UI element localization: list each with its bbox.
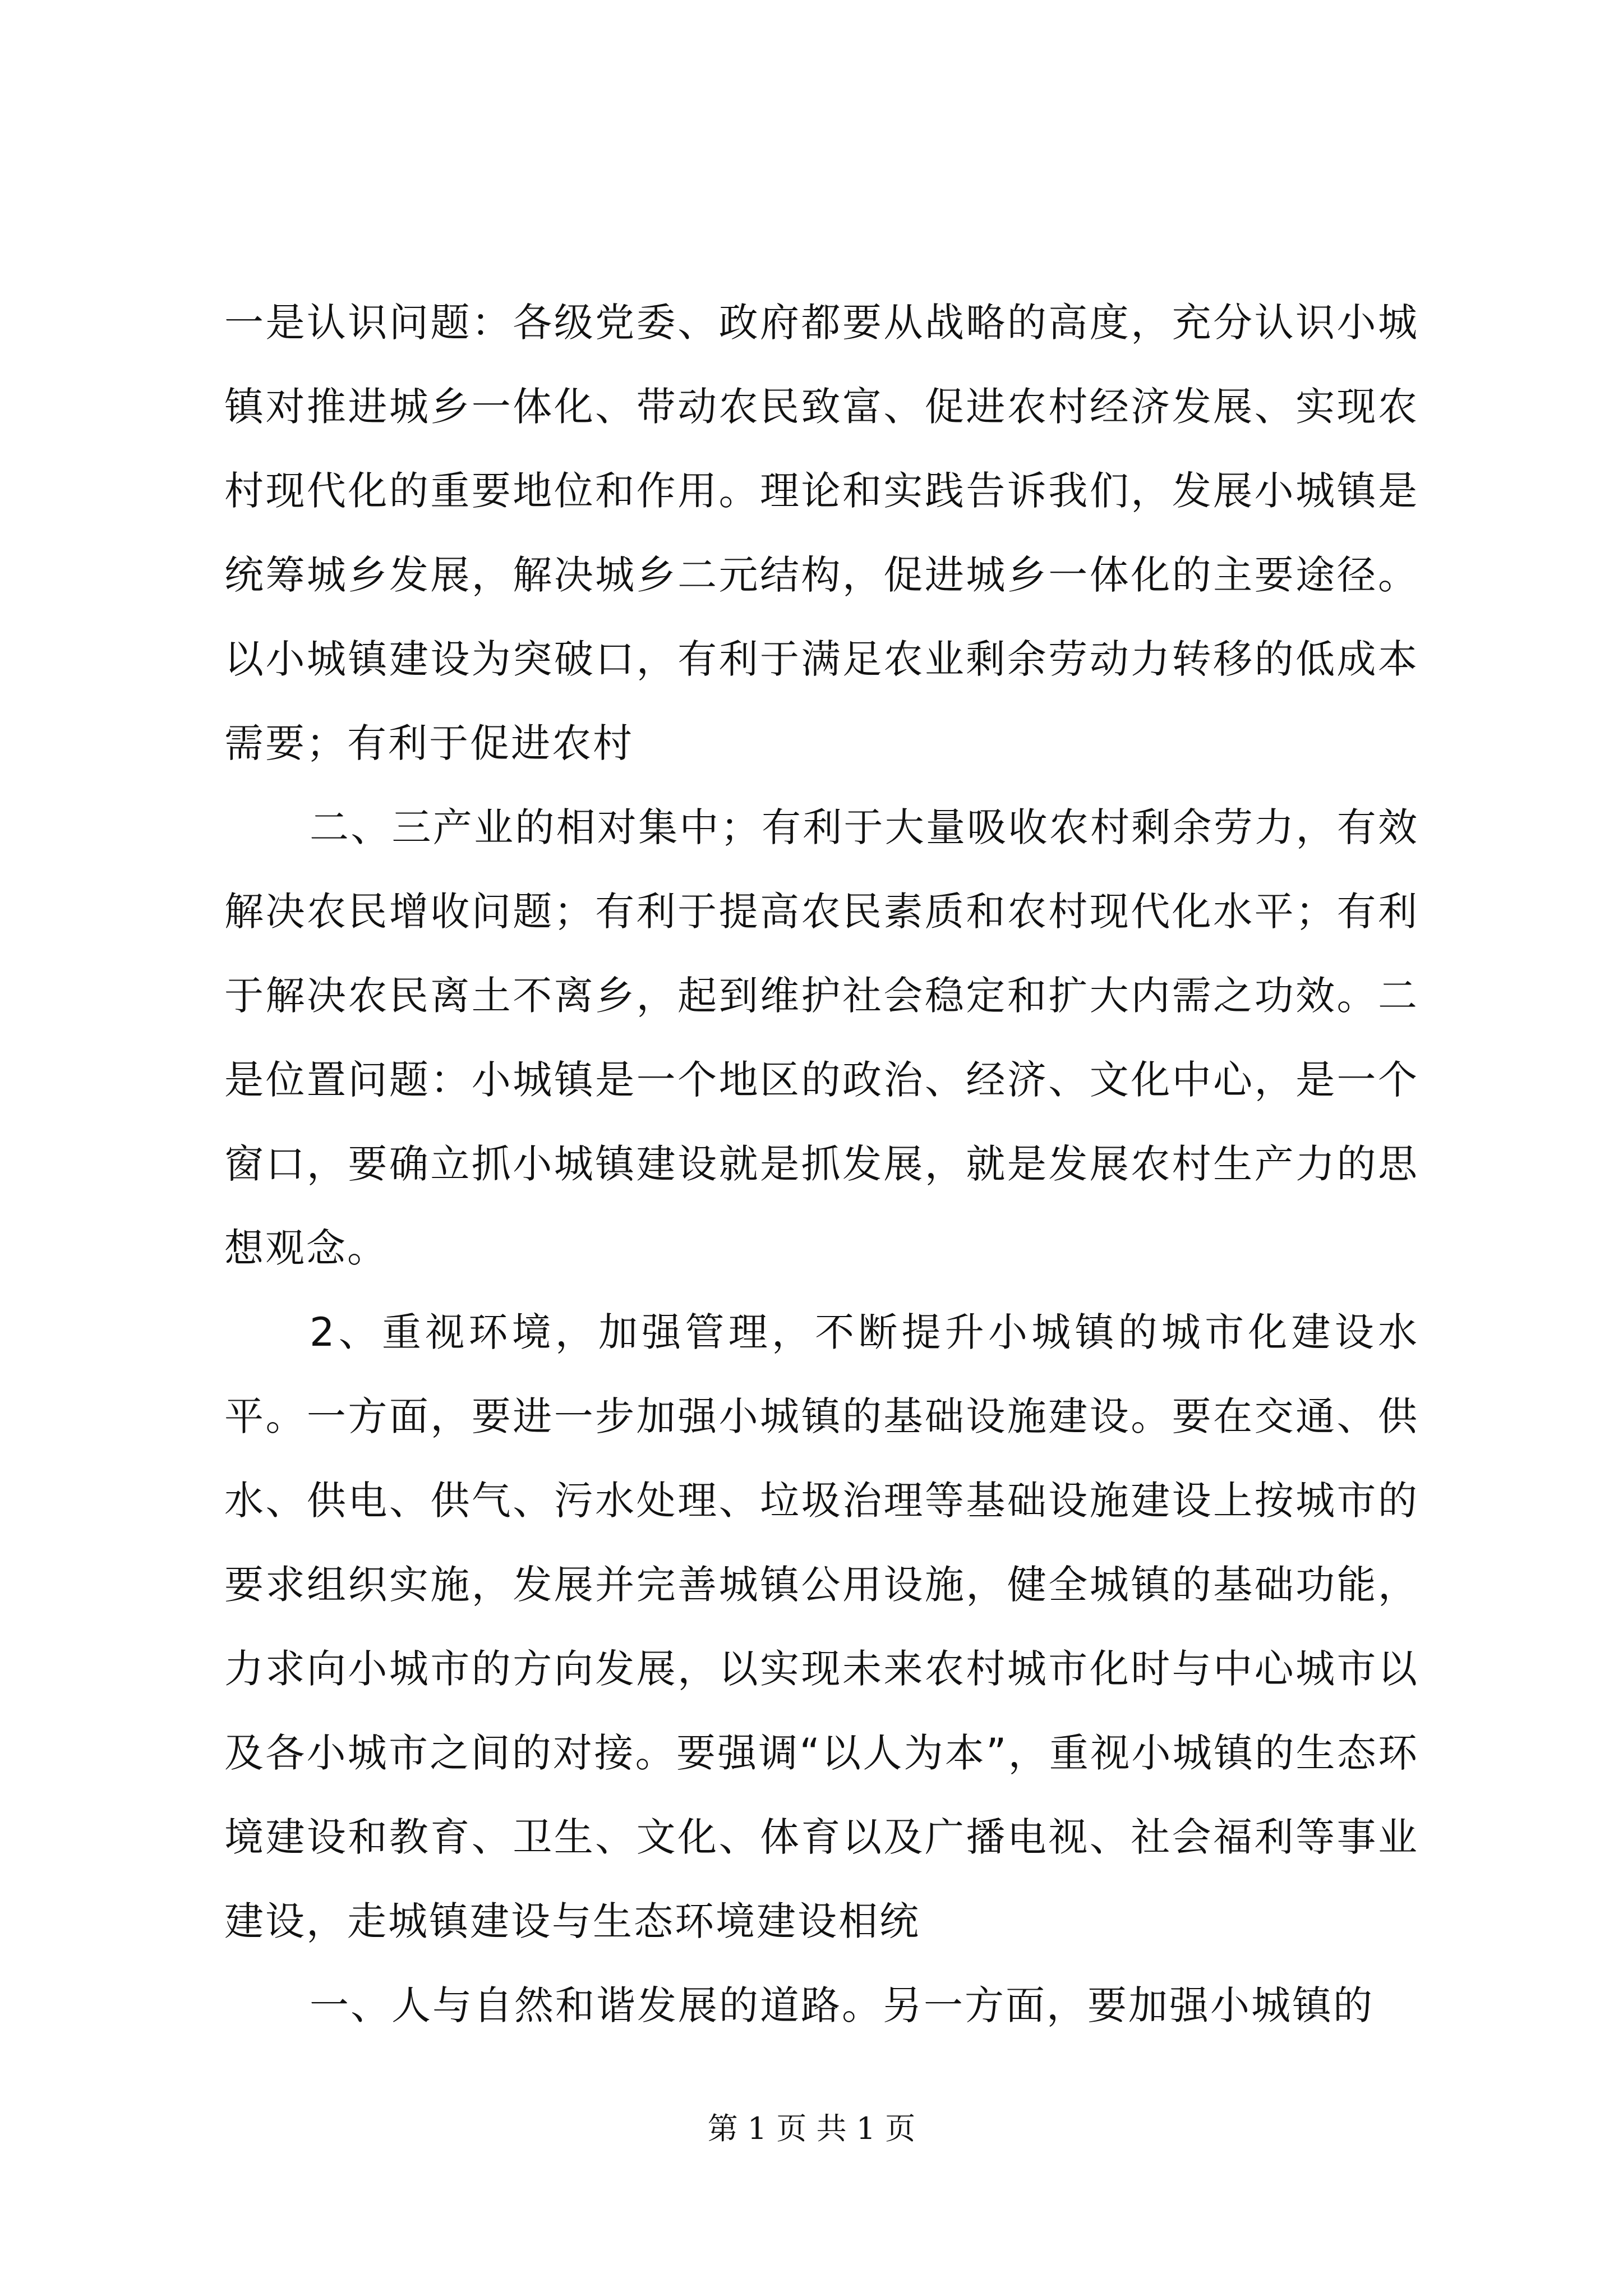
paragraph-3: 2、重视环境，加强管理，不断提升小城镇的城市化建设水平。一方面，要进一步加强小城镇的基础设施建设。要在交通、供水、供电、供气、污水处理、垃圾治理等基础设施建设上按城市的要求组织实施，发展并完善城镇公用设施，健全城镇的基础功能，力求向小城市的方向发展，以实现未来农村城市化时与中心城市以及各小城市之间的对接。要强调“以人为本”，重视小城镇的生态环境建设和教育、卫生、文化、体育以及广播电视、社会福利等事业建设，走城镇建设与生态环境建设相统 [224, 1309, 1419, 1944]
page-footer: 第 1 页 共 1 页 [707, 2111, 916, 2146]
paragraph-4: 一、人与自然和谐发展的道路。另一方面，要加强小城镇的 [310, 1982, 1374, 2028]
paragraph-2: 二、三产业的相对集中；有利于大量吸收农村剩余劳力，有效解决农民增收问题；有利于提高农民素质和农村现代化水平；有利于解决农民离土不离乡，起到维护社会稳定和扩大内需之功效。二是位置问题：小城镇是一个地区的政治、经济、文化中心，是一个窗口，要确立抓小城镇建设就是抓发展，就是发展农村生产力的思想观念。 [224, 804, 1419, 1271]
document-body [224, 280, 1419, 2047]
paragraph-1: 一是认识问题：各级党委、政府都要从战略的高度，充分认识小城镇对推进城乡一体化、带动农民致富、促进农村经济发展、实现农村现代化的重要地位和作用。理论和实践告诉我们，发展小城镇是统筹城乡发展，解决城乡二元结构，促进城乡一体化的主要途径。以小城镇建设为突破口，有利于满足农业剩余劳动力转移的低成本需要；有利于促进农村 [224, 300, 1419, 766]
